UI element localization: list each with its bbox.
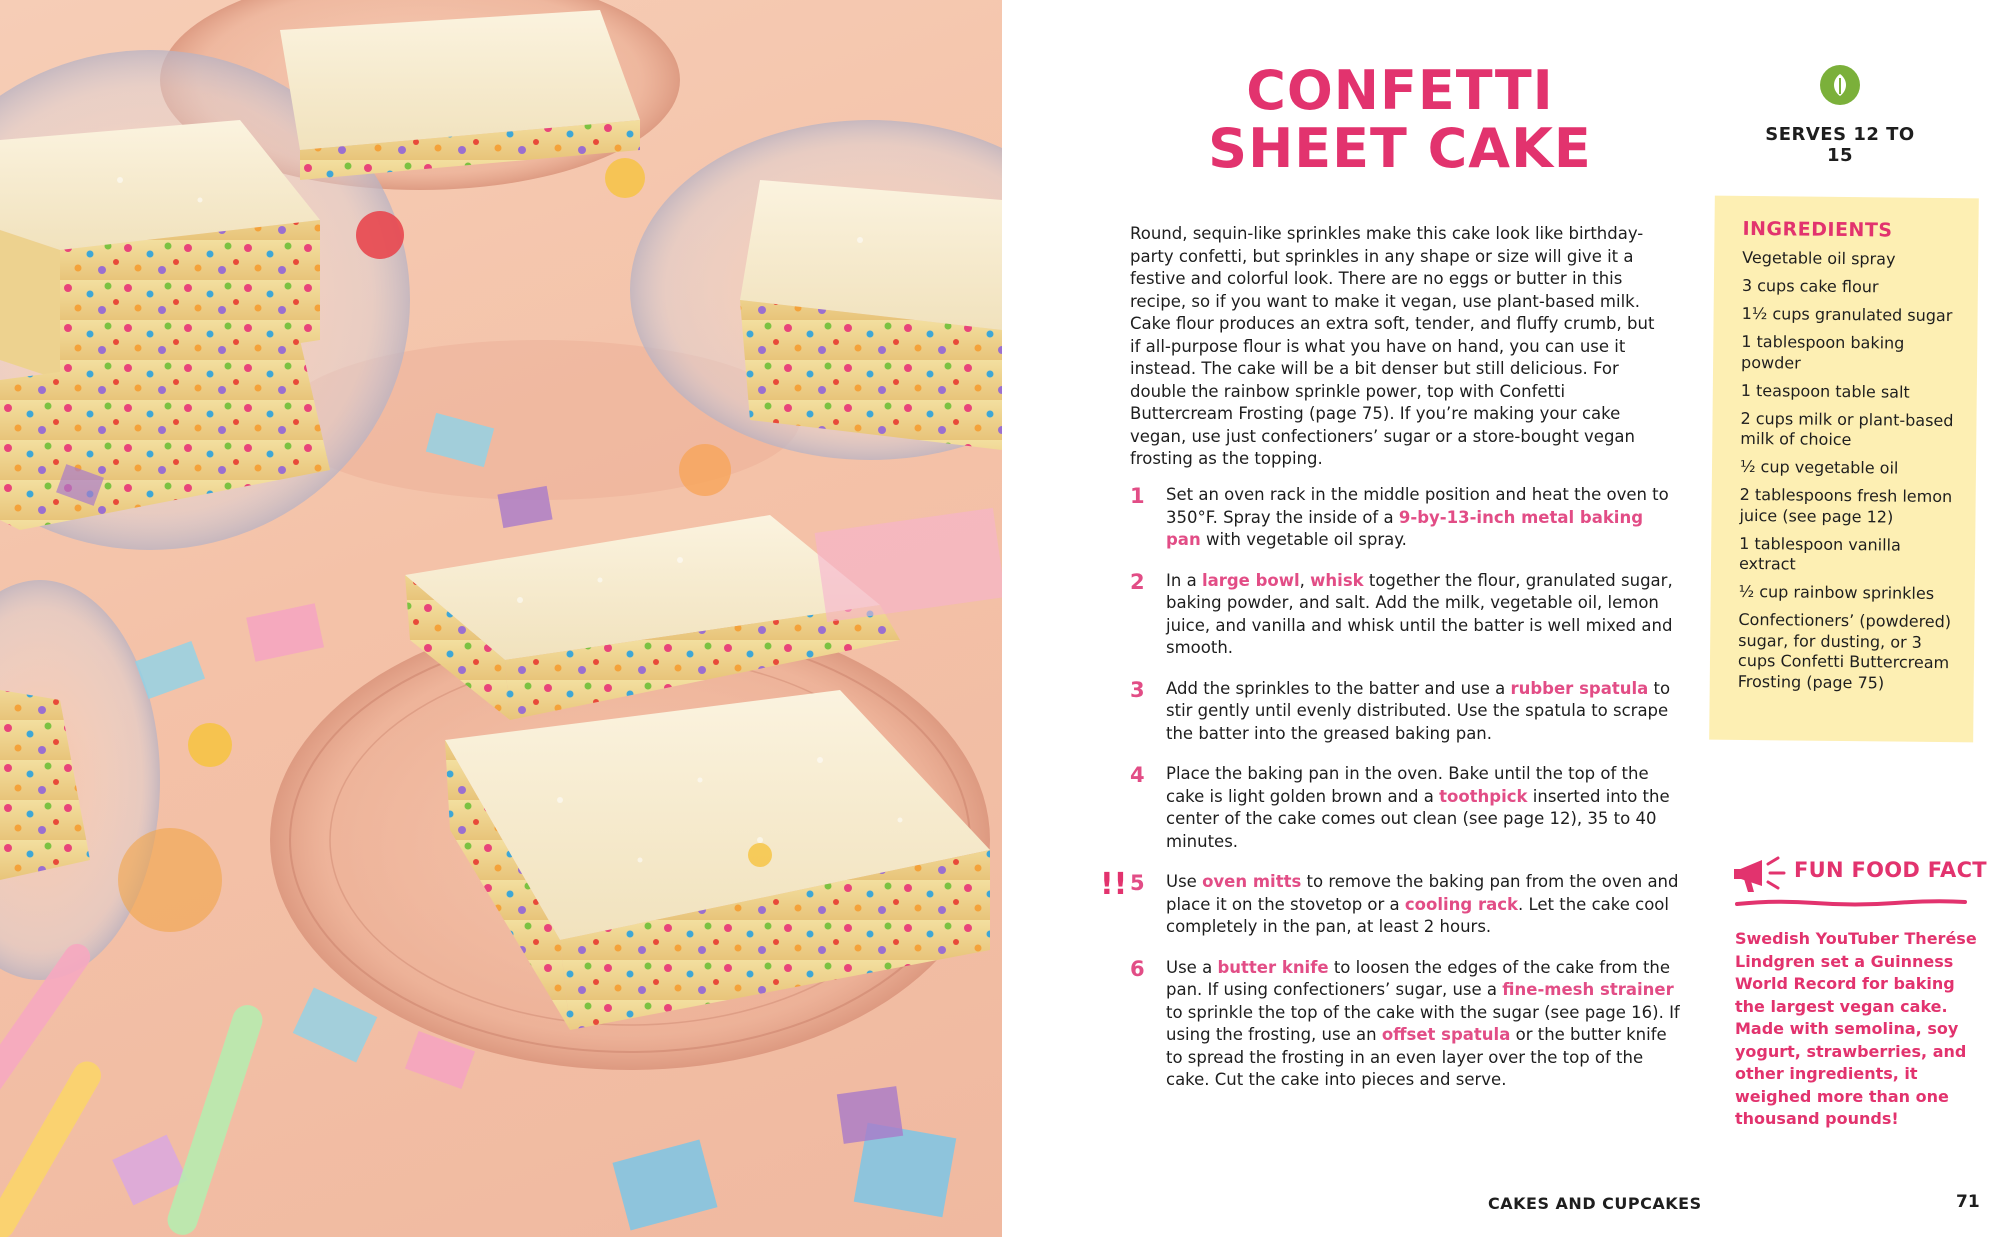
step-text-part: together the flour, granulated sugar, baking powder, and salt. Add the milk, vegetable oil, lemon juice, and vanilla and whisk until the batter is well mixed and smooth.	[1166, 570, 1673, 657]
step-text-part: Place the baking pan in the oven. Bake until the top of the cake is light golden brown and a	[1166, 764, 1649, 806]
step-text-part: Set an oven rack in the middle position and heat the oven to 350°F. Spray the inside of a	[1166, 485, 1669, 527]
tool-link[interactable]: 9-by-13-inch metal baking pan	[1166, 507, 1644, 549]
step-1	[1100, 484, 1680, 552]
step-text-part: In a	[1166, 570, 1202, 590]
ingredient-item: 1 teaspoon table salt	[1740, 380, 1910, 402]
step-2	[1100, 570, 1680, 660]
ingredient-item: Confectioners’ (powdered) sugar, for dusting, or 3 cups Confetti Buttercream Frosting (page 75)	[1737, 609, 1952, 692]
step-text-part: or the butter knife to spread the frosting in an even layer over the top of the cake. Cut the cake into pieces and serve.	[1166, 1025, 1667, 1089]
vegan-leaf-glyph	[1829, 72, 1851, 98]
ingredient-item: ½ cup rainbow sprinkles	[1738, 581, 1935, 603]
page-number: 71	[1956, 1192, 1980, 1212]
ingredients-box	[1709, 196, 1979, 743]
step-6	[1100, 957, 1680, 1092]
step-text	[1166, 484, 1680, 552]
ingredient-item: Vegetable oil spray	[1742, 247, 1896, 269]
safety-warning-icon: !!	[1100, 867, 1128, 902]
ingredient-item: 1 tablespoon baking powder	[1741, 331, 1905, 373]
tool-link[interactable]: fine-mesh strainer	[1502, 980, 1674, 999]
tool-link[interactable]: oven mitts	[1202, 872, 1302, 891]
fun-fact-text: Swedish YouTuber Therése Lindgren set a Guinness World Record for baking the largest vegan cake. Made with semolina, soy yogurt, strawberries, and other ingredients, it weighed more than one thousand pounds!	[1735, 929, 1977, 1128]
step-number: 5	[1130, 871, 1145, 895]
step-4	[1100, 763, 1680, 853]
step-text-part: inserted into the center of the cake comes out clean (see page 12), 35 to 40 minutes.	[1166, 786, 1670, 851]
ingredient-item: 3 cups cake flour	[1741, 275, 1879, 297]
step-text-part: ,	[1299, 570, 1311, 590]
step-text-part: to loosen the edges of the cake from the pan. If using confectioners’ sugar, use a	[1166, 957, 1671, 999]
fun-fact-title: FUN FOOD FACT	[1794, 858, 1987, 882]
megaphone-icon	[1732, 852, 1790, 896]
step-text	[1166, 957, 1680, 1092]
recipe-steps	[1100, 484, 1680, 1110]
serves-label: SERVES 12 TO 15	[1765, 124, 1915, 166]
step-text-part: to stir gently until evenly distributed. Use the spatula to scrape the batter into the greased baking pan.	[1166, 678, 1671, 743]
tool-link[interactable]: offset spatula	[1381, 1025, 1511, 1044]
step-number: 2	[1130, 569, 1145, 594]
recipe-intro: Round, sequin-like sprinkles make this cake look like birthday-party confetti, but sprinkles in any shape or size will give it a festive and colorful look. There are no eggs or butter in this recipe, so if you want to make it vegan, use plant-based milk. Cake flour produces an extra soft, tender, and fluffy crumb, but if all-purpose flour is what you have on hand, you can use it instead. The cake will be a bit denser but still delicious. For double the rainbow sprinkle power, top with Confetti Buttercream Frosting (page 75). If you’re making your cake vegan, use just confectioners’ sugar or a store-bought vegan frosting as the topping.	[1130, 224, 1655, 468]
step-number: 4	[1130, 763, 1145, 787]
fun-fact-header	[1732, 852, 1987, 896]
tool-link[interactable]: rubber spatula	[1510, 678, 1649, 698]
step-3	[1100, 678, 1680, 746]
step-text	[1166, 570, 1680, 660]
leaf-icon	[1820, 65, 1860, 105]
step-text	[1166, 678, 1680, 746]
footer-section-title: CAKES AND CUPCAKES	[1488, 1194, 1702, 1213]
ingredient-item: 1 tablespoon vanilla extract	[1738, 533, 1901, 574]
ingredients-list	[1738, 248, 1963, 694]
step-text-part: with vegetable oil spray.	[1200, 530, 1407, 549]
step-text-part: Use	[1166, 872, 1203, 891]
step-text-part: Use a	[1166, 957, 1218, 977]
tool-link[interactable]: toothpick	[1439, 786, 1528, 806]
step-text	[1166, 871, 1680, 939]
ingredients-title: INGREDIENTS	[1742, 217, 1893, 242]
ingredient-item: 2 cups milk or plant-based milk of choice	[1740, 408, 1954, 450]
step-text-part: to sprinkle the top of the cake with the sugar (see page 16). If using the frosting, use an	[1166, 1002, 1680, 1044]
tool-link[interactable]: cooling rack	[1404, 894, 1518, 914]
step-text-part: Add the sprinkles to the batter and use a	[1166, 678, 1511, 698]
ingredient-item: ½ cup vegetable oil	[1739, 456, 1899, 478]
recipe-title: CONFETTI SHEET CAKE	[1208, 59, 1592, 180]
step-text-part: to remove the baking pan from the oven and place it on the stovetop or a	[1166, 872, 1679, 914]
step-text	[1166, 763, 1680, 853]
step-number: 1	[1130, 484, 1145, 508]
ingredient-item: 2 tablespoons fresh lemon juice (see page 12)	[1739, 484, 1953, 527]
step-number: 6	[1130, 956, 1145, 981]
step-number: 3	[1130, 677, 1145, 702]
tool-link[interactable]: butter knife	[1217, 957, 1329, 977]
step-5	[1100, 867, 1680, 939]
tool-link[interactable]: whisk	[1310, 570, 1364, 590]
step-text-part: . Let the cake cool completely in the pan, at least 2 hours.	[1166, 894, 1669, 936]
fun-fact-underline	[1735, 898, 1967, 908]
ingredient-item: 1½ cups granulated sugar	[1741, 303, 1953, 326]
tool-link[interactable]: large bowl	[1201, 570, 1300, 590]
